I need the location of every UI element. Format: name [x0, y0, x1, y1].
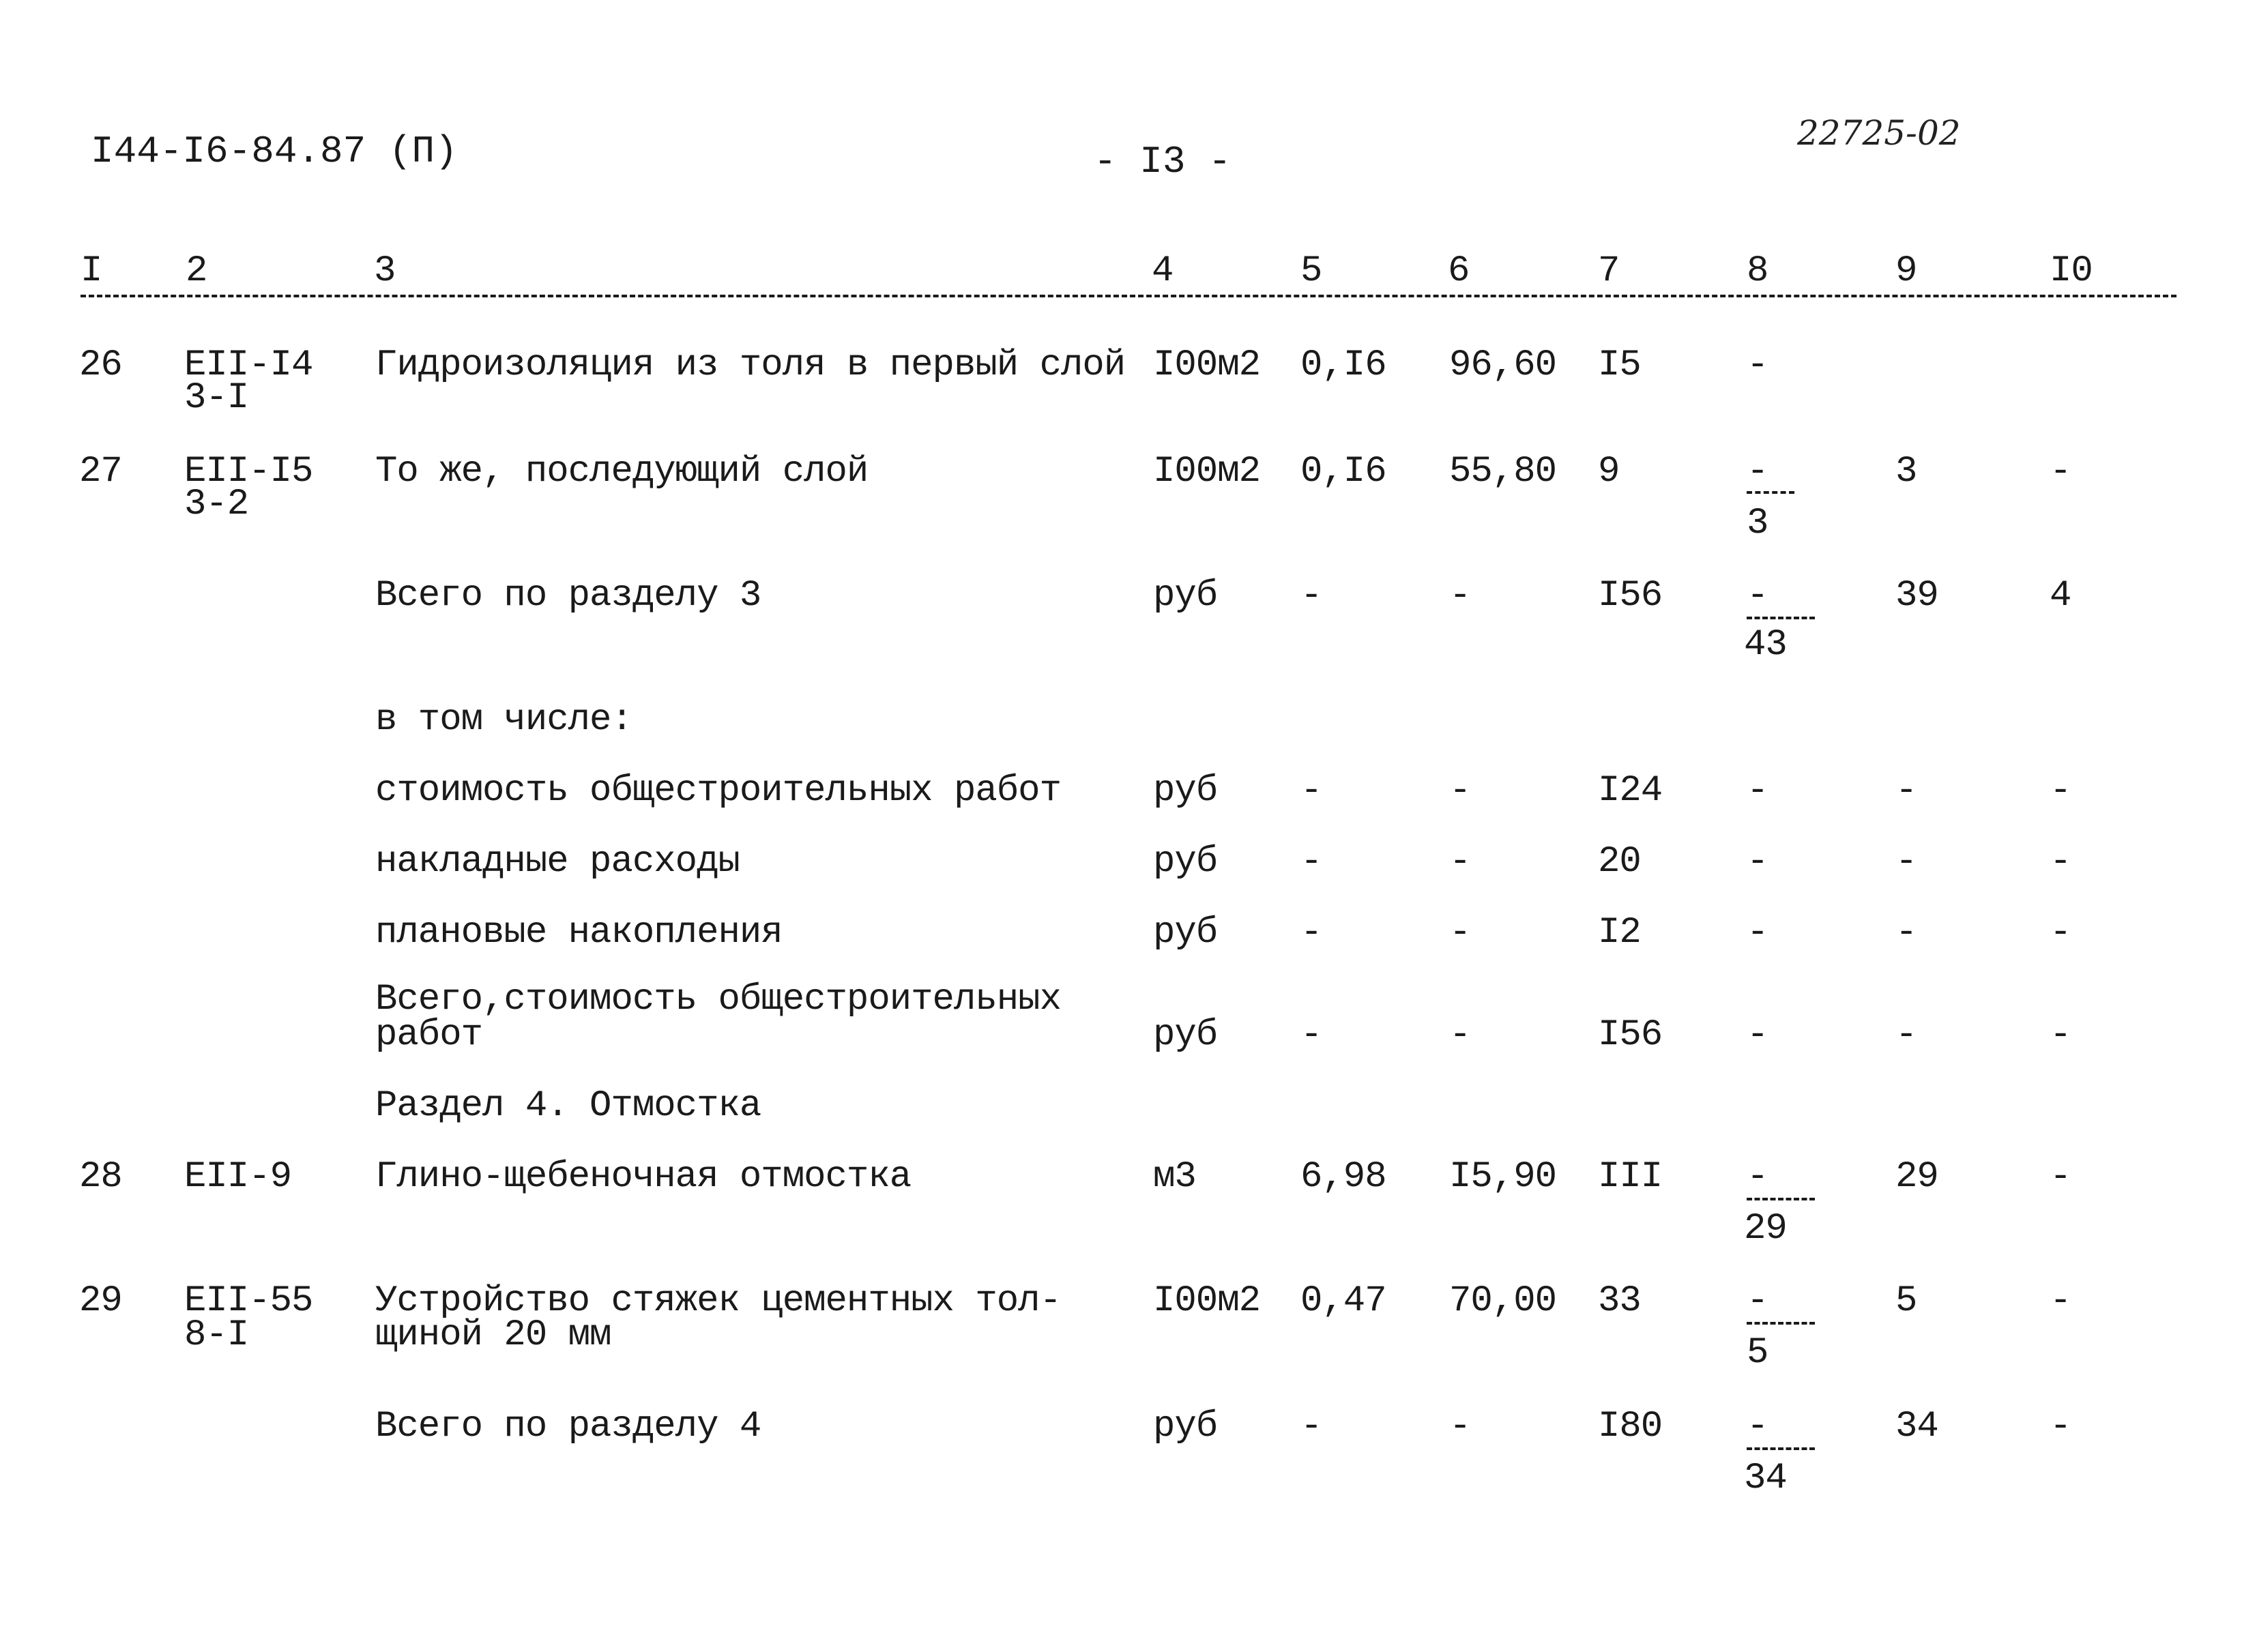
rate-code: EII-9 [184, 1156, 292, 1198]
unit-cost: - [1449, 1406, 1471, 1447]
column-number: 3 [374, 250, 396, 292]
work-name: То же, последующий слой [375, 451, 869, 492]
col8-denominator: 29 [1744, 1208, 1787, 1250]
total-cost: 20 [1598, 841, 1641, 883]
unit-cost: - [1449, 1014, 1471, 1056]
unit-cost: - [1449, 841, 1471, 883]
column-number: 2 [186, 250, 207, 292]
document-code: I44-I6-84.87 (П) [91, 130, 458, 173]
col8-value: - [1747, 770, 1768, 812]
column-number: 6 [1448, 250, 1470, 292]
fraction-line [1747, 1198, 1815, 1200]
col8-value: - [1747, 1014, 1768, 1056]
rate-code: EII-55 [184, 1280, 313, 1322]
col8-numerator: - [1747, 1156, 1768, 1198]
col8-denominator: 5 [1747, 1332, 1768, 1374]
total-cost: 33 [1598, 1280, 1641, 1322]
total-cost: III [1598, 1156, 1663, 1198]
col8-value: - [1747, 912, 1768, 954]
col9-value: 5 [1895, 1280, 1917, 1322]
column-number: I0 [2050, 250, 2093, 292]
unit-cost: I5,90 [1449, 1156, 1557, 1198]
col8-value: - [1747, 841, 1768, 883]
unit-cost: 70,00 [1449, 1280, 1557, 1322]
total-cost: I2 [1598, 912, 1641, 954]
quantity: - [1300, 1014, 1322, 1056]
quantity: - [1300, 770, 1322, 812]
unit: руб [1153, 841, 1218, 883]
col8-denominator: 34 [1744, 1458, 1787, 1499]
column-number: 7 [1598, 250, 1620, 292]
col10-value: - [2050, 841, 2071, 883]
col9-value: 3 [1895, 451, 1917, 492]
rate-code-sub: 3-I [184, 377, 249, 419]
total-cost: I5 [1598, 344, 1641, 386]
col8-numerator: - [1747, 451, 1768, 492]
work-name: накладные расходы [375, 841, 740, 883]
col9-value: - [1895, 1014, 1917, 1056]
page-number: - I3 - [1094, 140, 1232, 183]
total-cost: I24 [1598, 770, 1663, 812]
total-cost: I56 [1598, 1014, 1663, 1056]
fraction-line [1747, 617, 1815, 619]
col9-value: - [1895, 841, 1917, 883]
work-name: Всего по разделу 3 [375, 575, 761, 617]
work-name: Всего по разделу 4 [375, 1406, 761, 1447]
unit: руб [1153, 575, 1218, 617]
work-name: Глино-щебеночная отмостка [375, 1156, 912, 1198]
total-cost: I80 [1598, 1406, 1663, 1447]
col8-value: - [1747, 344, 1768, 386]
work-name: Устройство стяжек цементных тол- [375, 1280, 1061, 1322]
quantity: 6,98 [1300, 1156, 1386, 1198]
col9-value: 29 [1895, 1156, 1938, 1198]
col9-value: - [1895, 770, 1917, 812]
unit: руб [1153, 1406, 1218, 1447]
col8-denominator: 3 [1747, 503, 1768, 544]
column-number: 5 [1300, 250, 1322, 292]
column-number: 9 [1895, 250, 1917, 292]
column-number: 4 [1152, 250, 1174, 292]
unit-cost: - [1449, 770, 1471, 812]
fraction-line [1747, 491, 1794, 494]
unit: м3 [1153, 1156, 1196, 1198]
work-name: Гидроизоляция из толя в первый слой [375, 344, 1126, 386]
archive-number: 22725-02 [1797, 113, 1961, 153]
col10-value: - [2050, 451, 2071, 492]
unit: руб [1153, 912, 1218, 954]
item-number: 28 [79, 1156, 122, 1198]
col10-value: - [2050, 1014, 2071, 1056]
unit: I00м2 [1153, 451, 1261, 492]
column-number: 8 [1747, 250, 1768, 292]
col8-numerator: - [1747, 1280, 1768, 1322]
col8-numerator: - [1747, 1406, 1768, 1447]
quantity: 0,I6 [1300, 451, 1386, 492]
col10-value: - [2050, 770, 2071, 812]
section-heading: Раздел 4. Отмостка [375, 1085, 761, 1127]
unit-cost: 96,60 [1449, 344, 1557, 386]
item-number: 29 [79, 1280, 122, 1322]
total-cost: 9 [1598, 451, 1620, 492]
rate-code: EII-I4 [184, 344, 313, 386]
rate-code-sub: 3-2 [184, 484, 249, 525]
fraction-line [1747, 1322, 1815, 1325]
work-name: Всего,стоимость общестроительных [375, 979, 1061, 1020]
unit: I00м2 [1153, 344, 1261, 386]
unit-cost: 55,80 [1449, 451, 1557, 492]
header-divider [81, 295, 2176, 297]
unit: руб [1153, 770, 1218, 812]
column-number: I [81, 250, 102, 292]
rate-code-sub: 8-I [184, 1314, 249, 1356]
quantity: 0,I6 [1300, 344, 1386, 386]
unit-cost: - [1449, 912, 1471, 954]
item-number: 27 [79, 451, 122, 492]
col10-value: 4 [2050, 575, 2071, 617]
col10-value: - [2050, 1156, 2071, 1198]
col10-value: - [2050, 912, 2071, 954]
col10-value: - [2050, 1406, 2071, 1447]
col9-value: 34 [1895, 1406, 1938, 1447]
subheading: в том числе: [375, 699, 632, 741]
work-name-cont: щиной 20 мм [375, 1314, 611, 1356]
work-name-cont: работ [375, 1014, 483, 1056]
work-name: плановые накопления [375, 912, 783, 954]
col8-denominator: 43 [1744, 624, 1787, 666]
quantity: - [1300, 912, 1322, 954]
work-name: стоимость общестроительных работ [375, 770, 1061, 812]
quantity: - [1300, 1406, 1322, 1447]
total-cost: I56 [1598, 575, 1663, 617]
unit: руб [1153, 1014, 1218, 1056]
unit: I00м2 [1153, 1280, 1261, 1322]
quantity: - [1300, 841, 1322, 883]
col9-value: - [1895, 912, 1917, 954]
rate-code: EII-I5 [184, 451, 313, 492]
col8-numerator: - [1747, 575, 1768, 617]
item-number: 26 [79, 344, 122, 386]
col9-value: 39 [1895, 575, 1938, 617]
col10-value: - [2050, 1280, 2071, 1322]
unit-cost: - [1449, 575, 1471, 617]
quantity: 0,47 [1300, 1280, 1386, 1322]
quantity: - [1300, 575, 1322, 617]
fraction-line [1747, 1447, 1815, 1450]
